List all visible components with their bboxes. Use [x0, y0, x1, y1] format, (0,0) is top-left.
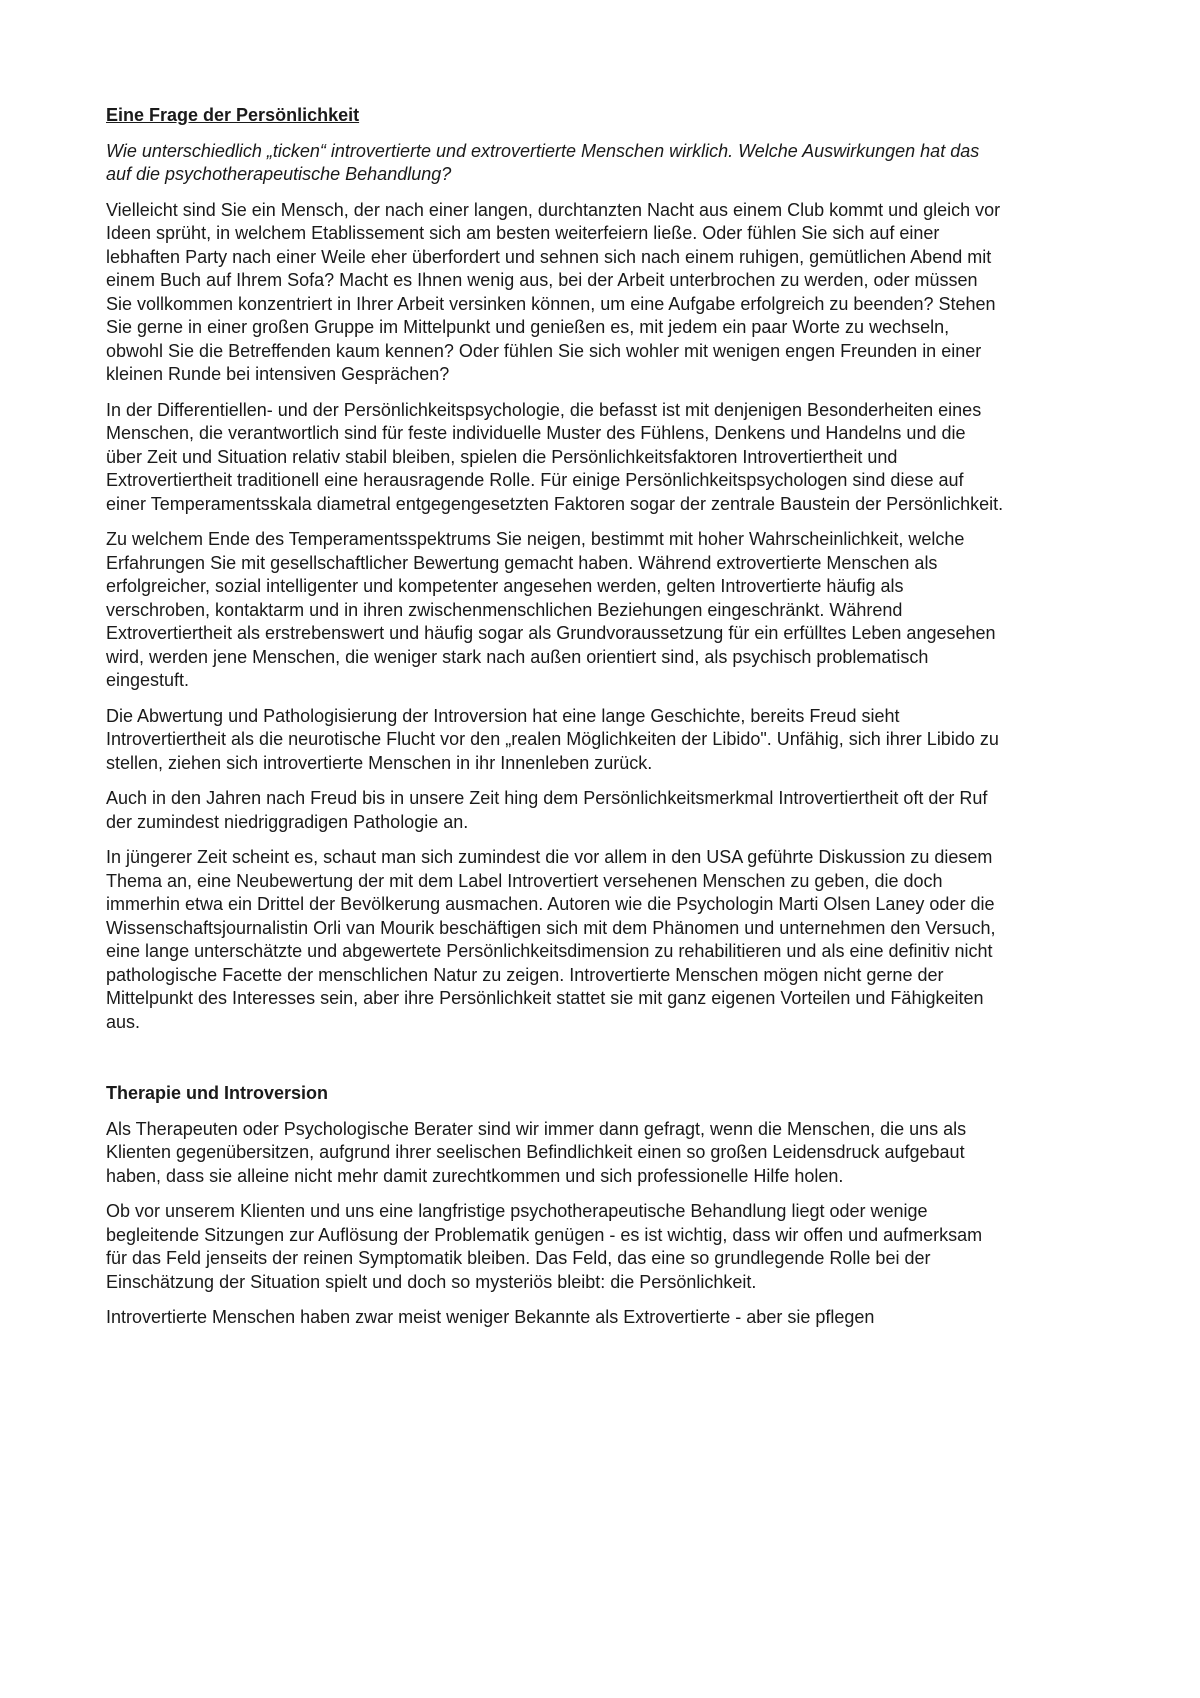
document-body	[106, 104, 1006, 1342]
paragraph-6: In jüngerer Zeit scheint es, schaut man sich zumindest die vor allem in den USA geführte Diskussion zu diesem Thema an, eine Neubewertung der mit dem Label Introvertiert versehenen Menschen zu geben, die doch immerhin etwa ein Drittel der Bevölkerung ausmachen. Autoren wie die Psychologin Marti Olsen Laney oder die Wissenschaftsjournalistin Orli van Mourik beschäftigen sich mit dem Phänomen und unternehmen den Versuch, eine lange unterschätzte und abgewertete Persönlichkeitsdimension zu rehabilitieren und als eine definitiv nicht pathologische Facette der menschlichen Natur zu zeigen. Introvertierte Menschen mögen nicht gerne der Mittelpunkt des Interesses sein, aber ihre Persönlichkeit stattet sie mit ganz eigenen Vorteilen und Fähigkeiten aus.	[106, 847, 996, 1032]
lead-paragraph: Wie unterschiedlich „ticken“ introvertierte und extrovertierte Menschen wirklich. Welche Auswirkungen hat das auf die psychotherapeutische Behandlung?	[106, 140, 980, 184]
section2-paragraph-3: Introvertierte Menschen haben zwar meist weniger Bekannte als Extrovertierte - aber sie pflegen	[106, 1307, 875, 1327]
section-heading: Therapie und Introversion	[106, 1083, 329, 1103]
paragraph-3: Zu welchem Ende des Temperamentsspektrums Sie neigen, bestimmt mit hoher Wahrscheinlichkeit, welche Erfahrungen Sie mit gesellschaftlicher Bewertung gemacht haben. Während extrovertierte Menschen als erfolgreicher, sozial intelligenter und kompetenter angesehen werden, gelten Introvertierte häufig als verschroben, kontaktarm und in ihren zwischenmenschlichen Beziehungen eingeschränkt. Während Extrovertiertheit als erstrebenswert und häufig sogar als Grundvoraussetzung für ein erfülltes Leben angesehen wird, werden jene Menschen, die weniger stark nach außen orientiert sind, als psychisch problematisch eingestuft.	[106, 529, 996, 690]
paragraph-4: Die Abwertung und Pathologisierung der Introversion hat eine lange Geschichte, bereits Freud sieht Introvertiertheit als die neurotische Flucht vor den „realen Möglichkeiten der Libido". Unfähig, sich ihrer Libido zu stellen, ziehen sich introvertierte Menschen in ihr Innenleben zurück.	[106, 705, 999, 773]
document-title: Eine Frage der Persönlichkeit	[106, 105, 360, 125]
section2-paragraph-1: Als Therapeuten oder Psychologische Berater sind wir immer dann gefragt, wenn die Menschen, die uns als Klienten gegenübersitzen, aufgrund ihrer seelischen Befindlichkeit einen so großen Leidensdruck aufgebaut haben, dass sie alleine nicht mehr damit zurechtkommen und sich professionelle Hilfe holen.	[106, 1118, 967, 1186]
paragraph-5: Auch in den Jahren nach Freud bis in unsere Zeit hing dem Persönlichkeitsmerkmal Introvertiertheit oft der Ruf der zumindest niedriggradigen Pathologie an.	[106, 788, 988, 832]
paragraph-1: Vielleicht sind Sie ein Mensch, der nach einer langen, durchtanzten Nacht aus einem Club kommt und gleich vor Ideen sprüht, in welchem Etablissement sich am besten weiterfeiern ließe. Oder fühlen Sie sich auf einer lebhaften Party nach einer Weile eher überfordert und sehnen sich nach einem ruhigen, gemütlichen Abend mit einem Buch auf Ihrem Sofa? Macht es Ihnen wenig aus, bei der Arbeit unterbrochen zu werden, oder müssen Sie vollkommen konzentriert in Ihrer Arbeit versinken können, um eine Aufgabe erfolgreich zu beenden? Stehen Sie gerne in einer großen Gruppe im Mittelpunkt und genießen es, mit jedem ein paar Worte zu wechseln, obwohl Sie die Betreffenden kaum kennen? Oder fühlen Sie sich wohler mit wenigen engen Freunden in einer kleinen Runde bei intensiven Gesprächen?	[106, 199, 1001, 384]
section2-paragraph-2: Ob vor unserem Klienten und uns eine langfristige psychotherapeutische Behandlung liegt oder wenige begleitende Sitzungen zur Auflösung der Problematik genügen - es ist wichtig, dass wir offen und aufmerksam für das Feld jenseits der reinen Symptomatik bleiben. Das Feld, das eine so grundlegende Rolle bei der Einschätzung der Situation spielt und doch so mysteriös bleibt: die Persönlichkeit.	[106, 1201, 983, 1292]
paragraph-2: In der Differentiellen- und der Persönlichkeitspsychologie, die befasst ist mit denjenigen Besonderheiten eines Menschen, die verantwortlich sind für feste individuelle Muster des Fühlens, Denkens und Handelns und die über Zeit und Situation relativ stabil bleiben, spielen die Persönlichkeitsfaktoren Introvertiertheit und Extrovertiertheit traditionell eine herausragende Rolle. Für einige Persönlichkeitspsychologen sind diese auf einer Temperamentsskala diametral entgegengesetzten Faktoren sogar der zentrale Baustein der Persönlichkeit.	[106, 399, 1004, 514]
